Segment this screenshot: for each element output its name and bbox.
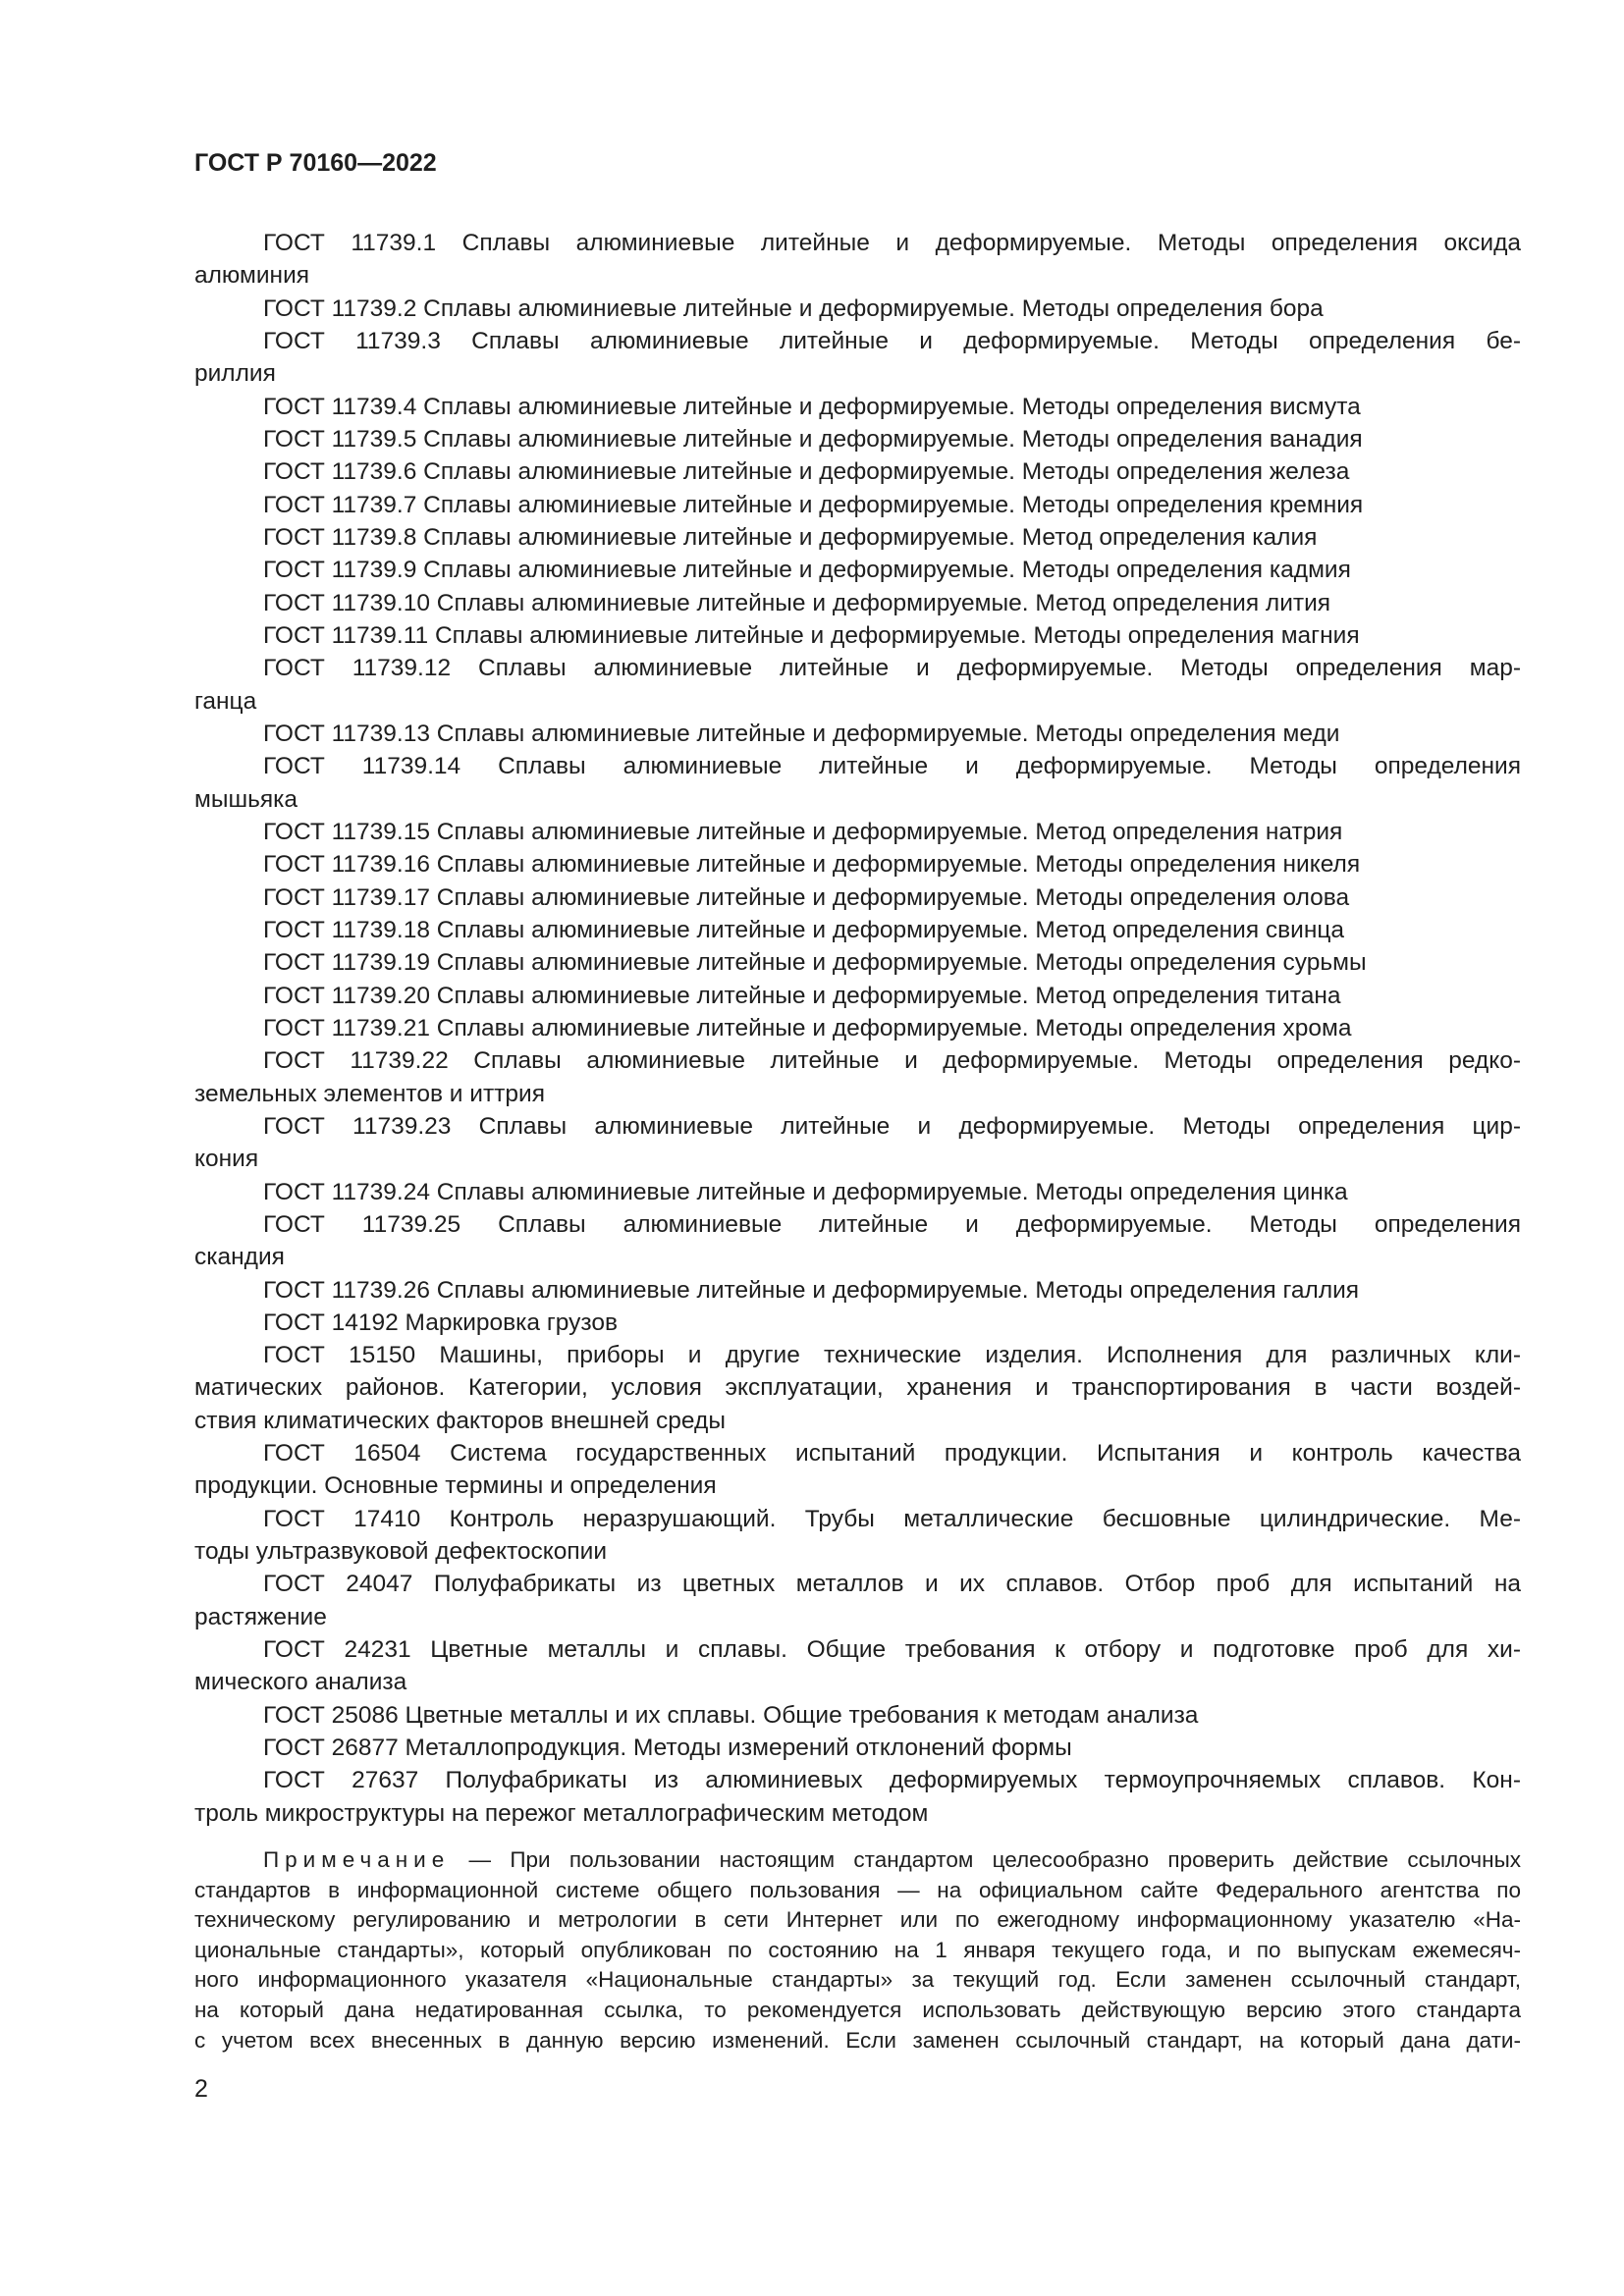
normative-references-list xyxy=(194,227,1521,1830)
note-line: циональные стандарты», который опубликован по состоянию на 1 января текущего года, и по выпускам ежемесяч- xyxy=(194,1937,1521,1962)
reference-line: ГОСТ 14192 Маркировка грузов xyxy=(263,1308,618,1336)
reference-entry xyxy=(194,1110,1521,1176)
reference-line: ГОСТ 11739.11 Сплавы алюминиевые литейные и деформируемые. Методы определения магния xyxy=(263,621,1360,649)
reference-line: тоды ультразвуковой дефектоскопии xyxy=(194,1538,608,1566)
reference-entry xyxy=(194,1044,1521,1110)
reference-entry xyxy=(194,521,1521,554)
reference-line: ГОСТ 11739.14 Сплавы алюминиевые литейные и деформируемые. Методы определения xyxy=(263,753,1521,780)
reference-line: продукции. Основные термины и определения xyxy=(194,1472,717,1500)
reference-line: земельных элементов и иттрия xyxy=(194,1080,545,1107)
reference-line: мического анализа xyxy=(194,1669,407,1696)
reference-entry xyxy=(194,1274,1521,1307)
reference-line: матических районов. Категории, условия эксплуатации, хранения и транспортирования в части воздей- xyxy=(194,1374,1521,1402)
reference-entry xyxy=(194,750,1521,816)
reference-entry xyxy=(194,1633,1521,1699)
reference-line: ГОСТ 11739.6 Сплавы алюминиевые литейные и деформируемые. Методы определения железа xyxy=(263,458,1350,486)
reference-line: ГОСТ 27637 Полуфабрикаты из алюминиевых деформируемых термоупрочняемых сплавов. Кон- xyxy=(263,1767,1521,1794)
reference-line: ГОСТ 11739.19 Сплавы алюминиевые литейные и деформируемые. Методы определения сурьмы xyxy=(263,949,1367,977)
reference-line: ГОСТ 11739.5 Сплавы алюминиевые литейные и деформируемые. Методы определения ванадия xyxy=(263,425,1363,453)
reference-line: ГОСТ 11739.20 Сплавы алюминиевые литейные и деформируемые. Метод определения титана xyxy=(263,982,1341,1009)
reference-entry xyxy=(194,1568,1521,1633)
reference-entry xyxy=(194,423,1521,455)
reference-entry xyxy=(194,914,1521,946)
reference-entry xyxy=(194,489,1521,521)
reference-line: ГОСТ 11739.25 Сплавы алюминиевые литейные и деформируемые. Методы определения xyxy=(263,1210,1521,1238)
note-block xyxy=(194,1845,1521,2056)
reference-entry xyxy=(194,1699,1521,1732)
reference-line: ГОСТ 11739.10 Сплавы алюминиевые литейные и деформируемые. Метод определения лития xyxy=(263,589,1331,616)
reference-line: ГОСТ 11739.18 Сплавы алюминиевые литейные и деформируемые. Метод определения свинца xyxy=(263,916,1345,943)
reference-entry xyxy=(194,848,1521,881)
reference-line: ГОСТ 25086 Цветные металлы и их сплавы. Общие требования к методам анализа xyxy=(263,1701,1199,1729)
note-line: техническому регулированию и метрологии в сети Интернет или по ежегодному информационному указателю «На- xyxy=(194,1907,1521,1933)
reference-entry xyxy=(194,554,1521,586)
reference-line: ГОСТ 11739.15 Сплавы алюминиевые литейные и деформируемые. Метод определения натрия xyxy=(263,818,1343,845)
reference-line: ГОСТ 11739.21 Сплавы алюминиевые литейные и деформируемые. Методы определения хрома xyxy=(263,1014,1352,1041)
reference-entry xyxy=(194,980,1521,1012)
reference-line: ГОСТ 24047 Полуфабрикаты из цветных металлов и их сплавов. Отбор проб для испытаний на xyxy=(263,1571,1521,1598)
reference-entry xyxy=(194,652,1521,718)
reference-line: троль микроструктуры на пережог металлографическим методом xyxy=(194,1799,929,1827)
reference-line: ГОСТ 11739.8 Сплавы алюминиевые литейные и деформируемые. Метод определения калия xyxy=(263,523,1318,551)
reference-entry xyxy=(194,325,1521,391)
reference-line: ГОСТ 11739.3 Сплавы алюминиевые литейные и деформируемые. Методы определения бе- xyxy=(263,327,1521,354)
reference-entry xyxy=(194,587,1521,619)
reference-line: ГОСТ 11739.26 Сплавы алюминиевые литейные и деформируемые. Методы определения галлия xyxy=(263,1276,1360,1304)
reference-line: ГОСТ 11739.2 Сплавы алюминиевые литейные и деформируемые. Методы определения бора xyxy=(263,294,1324,322)
reference-entry xyxy=(194,1764,1521,1830)
reference-line: скандия xyxy=(194,1244,285,1271)
note-label: Примечание xyxy=(263,1847,451,1872)
note-line: ного информационного указателя «Национальные стандарты» за текущий год. Если заменен ссылочный стандарт, xyxy=(194,1967,1521,1993)
reference-entry xyxy=(194,391,1521,423)
reference-line: ГОСТ 11739.16 Сплавы алюминиевые литейные и деформируемые. Методы определения никеля xyxy=(263,851,1361,879)
reference-entry xyxy=(194,1503,1521,1569)
document-header: ГОСТ Р 70160—2022 xyxy=(194,149,437,177)
reference-entry xyxy=(194,455,1521,488)
reference-entry xyxy=(194,619,1521,652)
reference-line: мышьяка xyxy=(194,785,298,813)
reference-line: риллия xyxy=(194,360,276,388)
note-line: с учетом всех внесенных в данную версию изменений. Если заменен ссылочный стандарт, на который дана дати- xyxy=(194,2027,1521,2053)
reference-entry xyxy=(194,816,1521,848)
reference-line: ГОСТ 11739.12 Сплавы алюминиевые литейные и деформируемые. Методы определения мар- xyxy=(263,655,1521,682)
note-first-line-text: — При пользовании настоящим стандартом целесообразно проверить действие ссылочных xyxy=(450,1847,1521,1872)
reference-line: растяжение xyxy=(194,1603,327,1630)
reference-entry xyxy=(194,1176,1521,1208)
reference-line: алюминия xyxy=(194,262,310,290)
reference-entry xyxy=(194,1732,1521,1764)
reference-line: ГОСТ 24231 Цветные металлы и сплавы. Общие требования к отбору и подготовке проб для хи- xyxy=(263,1636,1521,1664)
reference-line: ГОСТ 11739.17 Сплавы алюминиевые литейные и деформируемые. Методы определения олова xyxy=(263,883,1350,911)
reference-line: ГОСТ 15150 Машины, приборы и другие технические изделия. Исполнения для различных кли- xyxy=(263,1342,1521,1369)
reference-entry xyxy=(194,227,1521,293)
reference-line: ГОСТ 16504 Система государственных испытаний продукции. Испытания и контроль качества xyxy=(263,1440,1521,1468)
reference-entry xyxy=(194,718,1521,750)
reference-line: ганца xyxy=(194,687,257,715)
reference-line: ГОСТ 11739.7 Сплавы алюминиевые литейные и деформируемые. Методы определения кремния xyxy=(263,491,1364,518)
reference-entry xyxy=(194,1307,1521,1339)
reference-entry xyxy=(194,1437,1521,1503)
note-line: стандартов в информационной системе общего пользования — на официальном сайте Федерального агентства по xyxy=(194,1877,1521,1902)
reference-line: ГОСТ 11739.9 Сплавы алюминиевые литейные и деформируемые. Методы определения кадмия xyxy=(263,557,1351,584)
reference-line: ГОСТ 11739.23 Сплавы алюминиевые литейные и деформируемые. Методы определения цир- xyxy=(263,1112,1521,1140)
reference-line: ГОСТ 11739.4 Сплавы алюминиевые литейные и деформируемые. Методы определения висмута xyxy=(263,393,1361,420)
reference-line: ГОСТ 17410 Контроль неразрушающий. Трубы металлические бесшовные цилиндрические. Ме- xyxy=(263,1505,1521,1532)
reference-line: ГОСТ 11739.22 Сплавы алюминиевые литейные и деформируемые. Методы определения редко- xyxy=(263,1047,1521,1075)
reference-entry xyxy=(194,1339,1521,1437)
reference-entry xyxy=(194,946,1521,979)
reference-line: ствия климатических факторов внешней среды xyxy=(194,1407,726,1434)
reference-line: кония xyxy=(194,1146,259,1173)
reference-entry xyxy=(194,1012,1521,1044)
page-number: 2 xyxy=(194,2075,208,2103)
reference-line: ГОСТ 11739.1 Сплавы алюминиевые литейные и деформируемые. Методы определения оксида xyxy=(263,230,1521,256)
reference-entry xyxy=(194,293,1521,325)
reference-line: ГОСТ 11739.13 Сплавы алюминиевые литейные и деформируемые. Методы определения меди xyxy=(263,720,1340,747)
reference-line: ГОСТ 26877 Металлопродукция. Методы измерений отклонений формы xyxy=(263,1735,1072,1762)
reference-line: ГОСТ 11739.24 Сплавы алюминиевые литейные и деформируемые. Методы определения цинка xyxy=(263,1178,1348,1205)
reference-entry xyxy=(194,881,1521,914)
note-first-line xyxy=(194,1845,1521,1876)
note-line: на который дана недатированная ссылка, то рекомендуется использовать действующую версию этого стандарта xyxy=(194,1997,1521,2022)
reference-entry xyxy=(194,1208,1521,1274)
